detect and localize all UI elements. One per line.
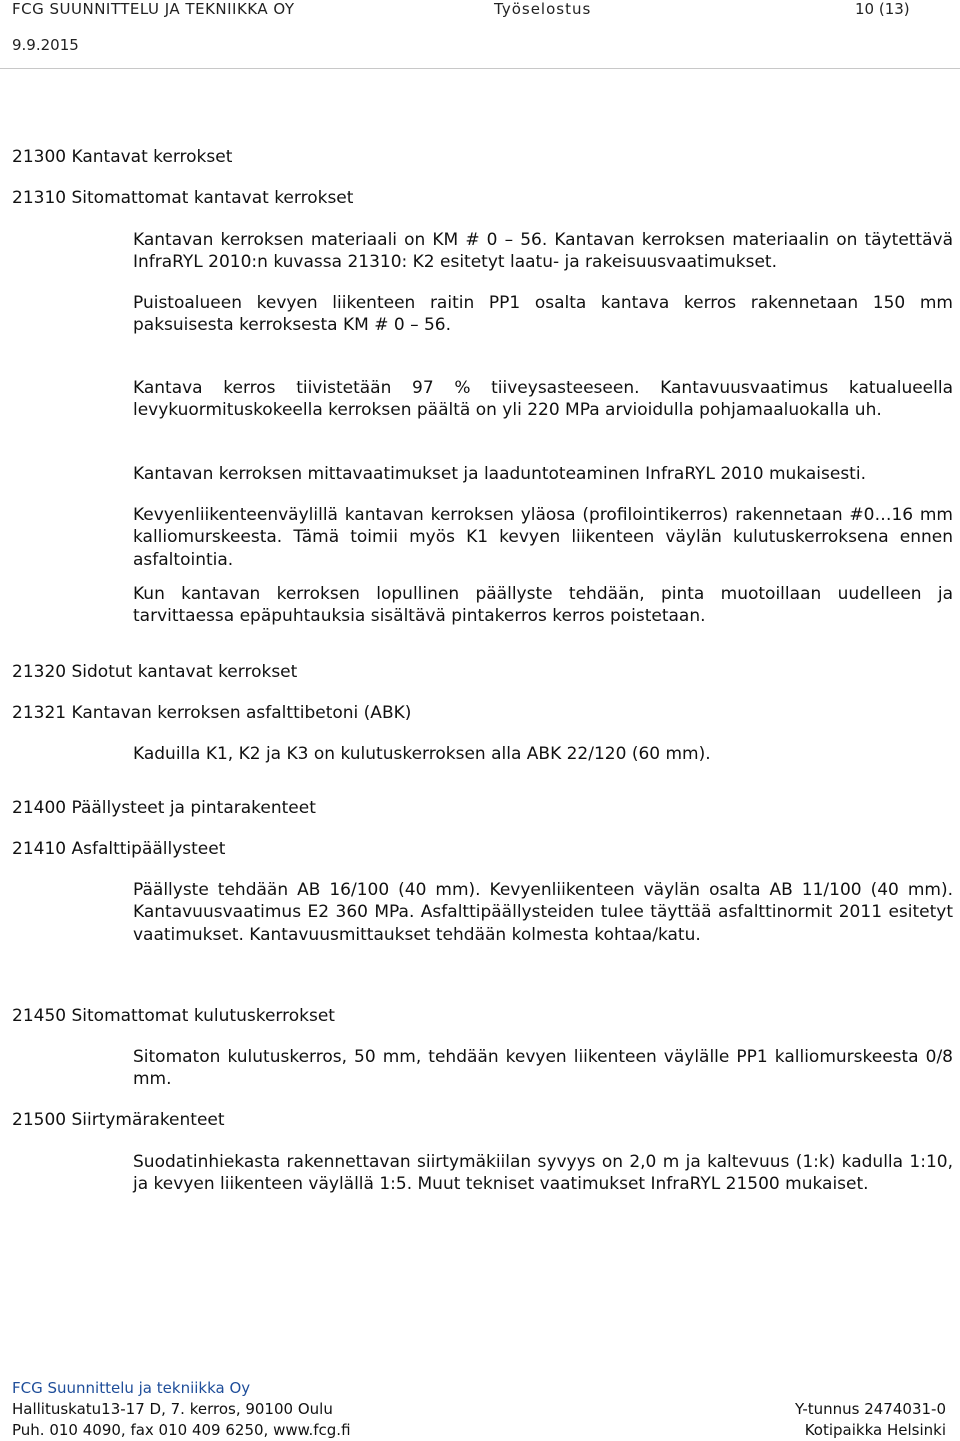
heading-21310: 21310 Sitomattomat kantavat kerrokset: [12, 188, 354, 208]
heading-21500: 21500 Siirtymärakenteet: [12, 1110, 225, 1130]
paragraph-pp1: Puistoalueen kevyen liikenteen raitin PP1 osalta kantava kerros rakennetaan 150 mm paksuisesta kerroksesta KM # 0 – 56.: [133, 293, 953, 336]
footer-domicile: Kotipaikka Helsinki: [804, 1421, 946, 1439]
footer-company: FCG Suunnittelu ja tekniikka Oy: [12, 1379, 251, 1397]
header-page-number: 10 (13): [855, 0, 910, 18]
paragraph-final-surface: Kun kantavan kerroksen lopullinen päällyste tehdään, pinta muotoillaan uudelleen ja tarvittaessa epäpuhtauksia sisältävä pintakerros kerros poistetaan.: [133, 584, 953, 627]
heading-21300: 21300 Kantavat kerrokset: [12, 147, 233, 167]
paragraph-transition: Suodatinhiekasta rakennettavan siirtymäkiilan syvyys on 2,0 m ja kaltevuus (1:k) kadulla 1:10, ja kevyen liikenteen väylällä 1:5. Muut tekniset vaatimukset InfraRYL 21500 mukaiset.: [133, 1152, 953, 1195]
page-header: [0, 0, 960, 70]
paragraph-material: Kantavan kerroksen materiaali on KM # 0 – 56. Kantavan kerroksen materiaalin on täytettävä InfraRYL 2010:n kuvassa 21310: K2 esitetyt laatu- ja rakeisuusvaatimukset.: [133, 230, 953, 273]
paragraph-quality: Kantavan kerroksen mittavaatimukset ja laaduntoteaminen InfraRYL 2010 mukaisesti.: [133, 464, 866, 484]
footer-contact: Puh. 010 4090, fax 010 409 6250, www.fcg.fi: [12, 1421, 351, 1439]
header-divider: [0, 68, 960, 69]
heading-21320: 21320 Sidotut kantavat kerrokset: [12, 662, 298, 682]
heading-21321: 21321 Kantavan kerroksen asfalttibetoni (ABK): [12, 703, 412, 723]
header-date: 9.9.2015: [12, 36, 79, 54]
heading-21410: 21410 Asfalttipäällysteet: [12, 839, 226, 859]
heading-21400: 21400 Päällysteet ja pintarakenteet: [12, 798, 316, 818]
footer-address: Hallituskatu13-17 D, 7. kerros, 90100 Oulu: [12, 1400, 333, 1418]
paragraph-compaction: Kantava kerros tiivistetään 97 % tiiveysasteeseen. Kantavuusvaatimus katualueella levykuormituskokeella kerroksen päältä on yli 220 MPa arvioidulla pohjamaaluokalla uh.: [133, 378, 953, 421]
header-doc-title: Työselostus: [494, 0, 592, 18]
heading-21450: 21450 Sitomattomat kulutuskerrokset: [12, 1006, 335, 1026]
page-footer: [0, 1378, 960, 1438]
paragraph-asphalt: Päällyste tehdään AB 16/100 (40 mm). Kevyenliikenteen väylän osalta AB 11/100 (40 mm). Kantavuusvaatimus E2 360 MPa. Asfalttipäällysteiden tulee täyttää asfalttinormit 2011 esitetyt vaatimukset. Kantavuusmittaukset tehdään kolmesta kohtaa/katu.: [133, 880, 953, 945]
header-company: FCG SUUNNITTELU JA TEKNIIKKA OY: [12, 0, 295, 18]
paragraph-wearing-course: Sitomaton kulutuskerros, 50 mm, tehdään kevyen liikenteen väylälle PP1 kalliomurskeesta 0/8 mm.: [133, 1047, 953, 1090]
footer-business-id: Y-tunnus 2474031-0: [794, 1400, 946, 1418]
paragraph-abk: Kaduilla K1, K2 ja K3 on kulutuskerroksen alla ABK 22/120 (60 mm).: [133, 744, 711, 764]
paragraph-profiling: Kevyenliikenteenväylillä kantavan kerroksen yläosa (profilointikerros) rakennetaan #0…16 mm kalliomurskeesta. Tämä toimii myös K1 kevyen liikenteen väylän kulutuskerroksena ennen asfaltointia.: [133, 505, 953, 570]
